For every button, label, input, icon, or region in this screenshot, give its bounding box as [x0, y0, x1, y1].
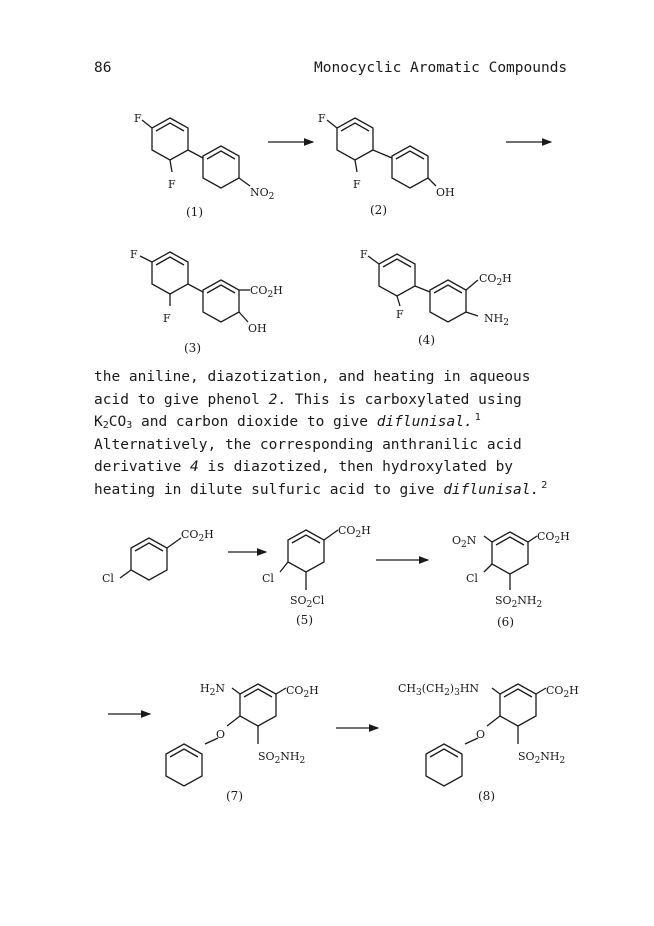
compound-6-number: (6)	[497, 615, 514, 629]
compound-start-carboxyl-label: $CO_2H$	[181, 528, 214, 544]
compound-4-number: (4)	[418, 333, 435, 347]
compound-start-chloro-label: Cl	[102, 572, 114, 585]
compound-ref-2: 2	[268, 391, 278, 408]
compound-4-structure	[360, 248, 512, 347]
compound-3-hydroxy-label: OH	[248, 322, 267, 335]
compound-2-hydroxy-label: OH	[436, 186, 455, 199]
compound-7-number: (7)	[226, 789, 243, 803]
body-line-1: the aniline, diazotization, and heating in aqueous	[94, 369, 531, 385]
compound-8-number: (8)	[478, 789, 495, 803]
compound-5-carboxyl-label: $CO_2H$	[338, 524, 371, 540]
compound-2-fluoro-label-2: F	[353, 178, 361, 191]
compound-4-carboxyl-label: $CO_2H$	[479, 272, 512, 288]
compound-4-fluoro-label: F	[360, 248, 368, 261]
compound-8-butylamino-label: $CH_3(CH_2)_3HN$	[398, 682, 480, 698]
compound-7-amino-label: $H_2N$	[200, 682, 225, 698]
compound-5-structure	[262, 524, 371, 627]
compound-1-structure	[134, 112, 274, 219]
compound-start-structure	[102, 528, 214, 585]
compound-3-structure	[130, 248, 283, 355]
reference-1: 1	[474, 412, 481, 424]
compound-5-chloro-label: Cl	[262, 572, 274, 585]
compound-5-sulfonyl-chloride-label: $SO_2Cl$	[290, 594, 325, 610]
body-line-5: derivative 4 is diazotized, then hydroxylated by	[94, 459, 514, 476]
compound-6-structure	[452, 530, 570, 629]
compound-8-sulfonamide-label: $SO_2NH_2$	[518, 750, 566, 766]
compound-3-fluoro-label-2: F	[163, 312, 171, 325]
compound-1-fluoro-label-2: F	[168, 178, 176, 191]
compound-2-fluoro-label: F	[318, 112, 326, 125]
page-number: 86	[94, 60, 112, 76]
compound-ref-4: 4	[190, 459, 199, 476]
body-line-2: acid to give phenol 2. This is carboxylated using	[94, 391, 522, 408]
running-title: Monocyclic Aromatic Compounds	[314, 60, 568, 76]
reference-2: 2	[541, 479, 548, 491]
compound-1-number: (1)	[186, 205, 203, 219]
compound-8-ether-oxygen-label: O	[476, 728, 486, 741]
compound-7-ether-oxygen-label: O	[216, 728, 226, 741]
compound-4-fluoro-label-2: F	[396, 308, 404, 321]
compound-4-amino-label: $NH_2$	[484, 312, 509, 328]
compound-3-fluoro-label: F	[130, 248, 138, 261]
body-line-4: Alternatively, the corresponding anthranilic acid	[94, 436, 522, 453]
compound-1-nitro-label: $NO_2$	[250, 186, 275, 202]
compound-1-fluoro-label: F	[134, 112, 142, 125]
compound-5-number: (5)	[296, 613, 313, 627]
compound-2-structure	[318, 112, 455, 217]
compound-6-chloro-label: Cl	[466, 572, 478, 585]
diflunisal-term: diflunisal.	[376, 414, 473, 431]
compound-7-carboxyl-label: $CO_2H$	[286, 684, 319, 700]
compound-3-carboxyl-label: $CO_2H$	[250, 284, 283, 300]
compound-7-structure	[166, 682, 319, 803]
compound-8-structure	[398, 682, 579, 803]
body-paragraph	[94, 366, 594, 502]
body-line-3: $K_2CO_3$ and carbon dioxide to give diflunisal. $^1$	[94, 412, 481, 432]
body-line-6: heating in dilute sulfuric acid to give diflunisal. $^2$	[94, 479, 548, 498]
compound-6-sulfonamide-label: $SO_2NH_2$	[495, 594, 543, 610]
compound-2-number: (2)	[370, 203, 387, 217]
compound-6-nitro-label: $O_2N$	[452, 534, 477, 550]
compound-8-carboxyl-label: $CO_2H$	[546, 684, 579, 700]
diflunisal-term-2: diflunisal.	[443, 481, 540, 498]
compound-3-number: (3)	[184, 341, 201, 355]
compound-7-sulfonamide-label: $SO_2NH_2$	[258, 750, 306, 766]
compound-6-carboxyl-label: $CO_2H$	[537, 530, 570, 546]
